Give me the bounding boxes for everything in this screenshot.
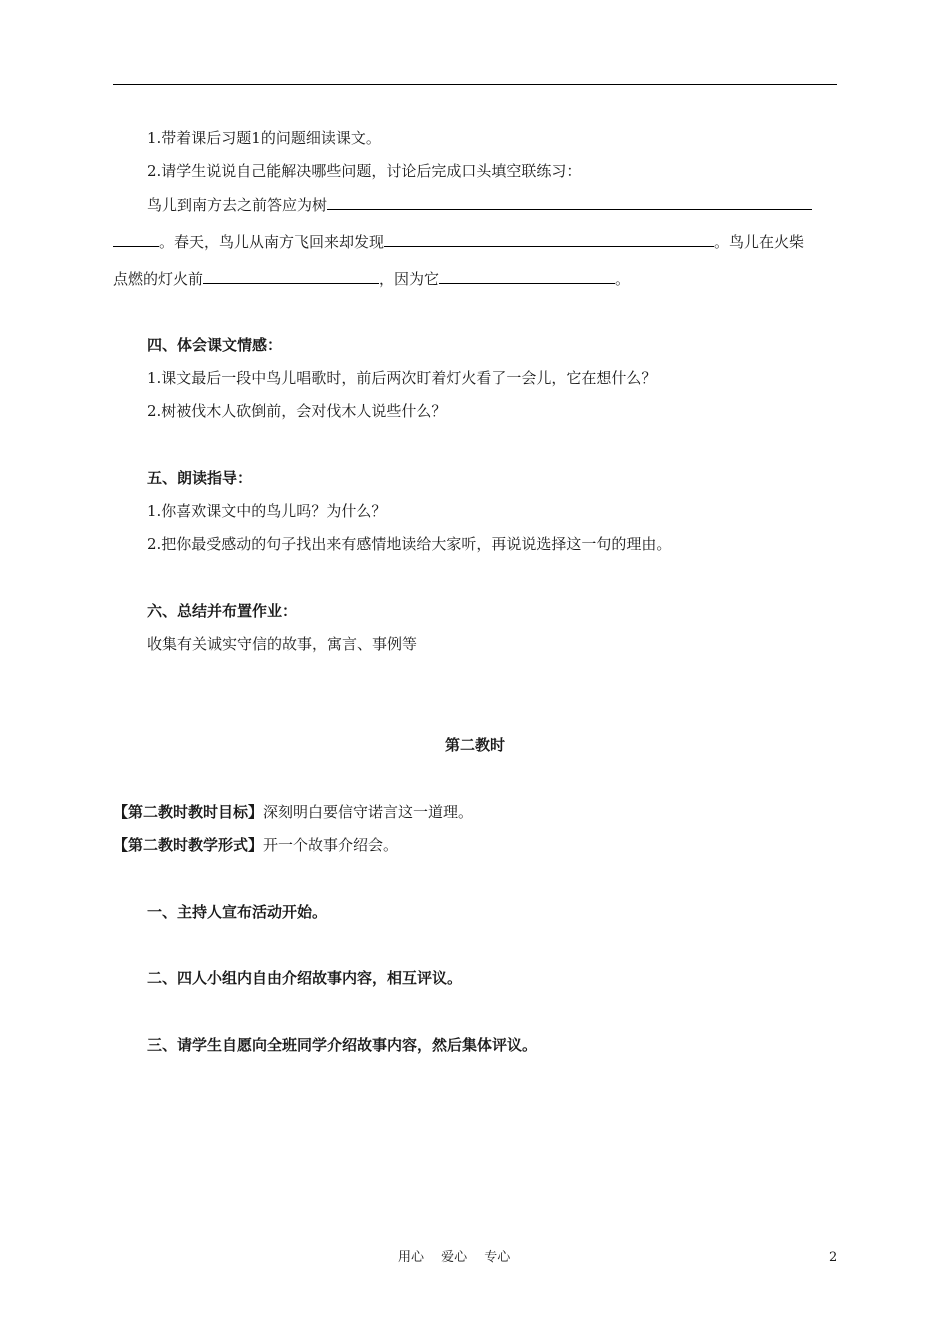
fill-blank-line-1 (147, 194, 812, 214)
section4-item-2: 2.树被伐木人砍倒前，会对伐木人说些什么？ (147, 402, 447, 420)
answer-blank (203, 268, 379, 284)
form-label: 【第二教时教学形式】 (113, 836, 264, 854)
section-heading-6: 六、总结并布置作业： (147, 602, 298, 620)
fill-text: 。 (615, 270, 631, 288)
goal-text: 深刻明白要信守诺言这一道理。 (263, 803, 474, 821)
header-rule (113, 84, 837, 85)
footer-motto: 用心 爱心 专心 (398, 1250, 511, 1265)
lesson-title: 第二教时 (444, 736, 505, 754)
lesson-step-1: 一、主持人宣布活动开始。 (147, 903, 328, 921)
fill-text: 鸟儿到南方去之前答应为树 (147, 196, 328, 214)
fill-text: ，因为它 (379, 270, 440, 288)
fill-blank-line-3 (113, 268, 630, 288)
section-heading-4: 四、体会课文情感： (147, 336, 283, 354)
lesson-step-2: 二、四人小组内自由介绍故事内容，相互评议。 (147, 969, 463, 987)
section5-item-2: 2.把你最受感动的句子找出来有感情地读给大家听，再说说选择这一句的理由。 (147, 535, 672, 553)
lesson-form (113, 835, 398, 855)
answer-blank (384, 231, 714, 247)
lesson-goal (113, 802, 473, 822)
section-heading-5: 五、朗读指导： (147, 469, 253, 487)
fill-blank-line-2 (113, 231, 804, 251)
lesson-step-3: 三、请学生自愿向全班同学介绍故事内容，然后集体评议。 (147, 1036, 538, 1054)
form-text: 开一个故事介绍会。 (263, 836, 399, 854)
fill-text: 。春天，鸟儿从南方飞回来却发现 (159, 233, 385, 251)
paragraph-item-1: 1.带着课后习题1的问题细读课文。 (147, 129, 381, 147)
answer-blank (113, 231, 159, 247)
section5-item-1: 1.你喜欢课文中的鸟儿吗？为什么？ (147, 502, 387, 520)
fill-text: 点燃的灯火前 (113, 270, 204, 288)
section4-item-1: 1.课文最后一段中鸟儿唱歌时，前后两次盯着灯火看了一会儿，它在想什么？ (147, 369, 657, 387)
goal-label: 【第二教时教时目标】 (113, 803, 264, 821)
answer-blank (327, 194, 812, 210)
page-number: 2 (829, 1250, 838, 1265)
answer-blank (439, 268, 615, 284)
section6-body: 收集有关诚实守信的故事，寓言、事例等 (147, 635, 418, 653)
fill-text: 。鸟儿在火柴 (714, 233, 805, 251)
paragraph-item-2: 2.请学生说说自己能解决哪些问题，讨论后完成口头填空联练习： (147, 162, 582, 180)
